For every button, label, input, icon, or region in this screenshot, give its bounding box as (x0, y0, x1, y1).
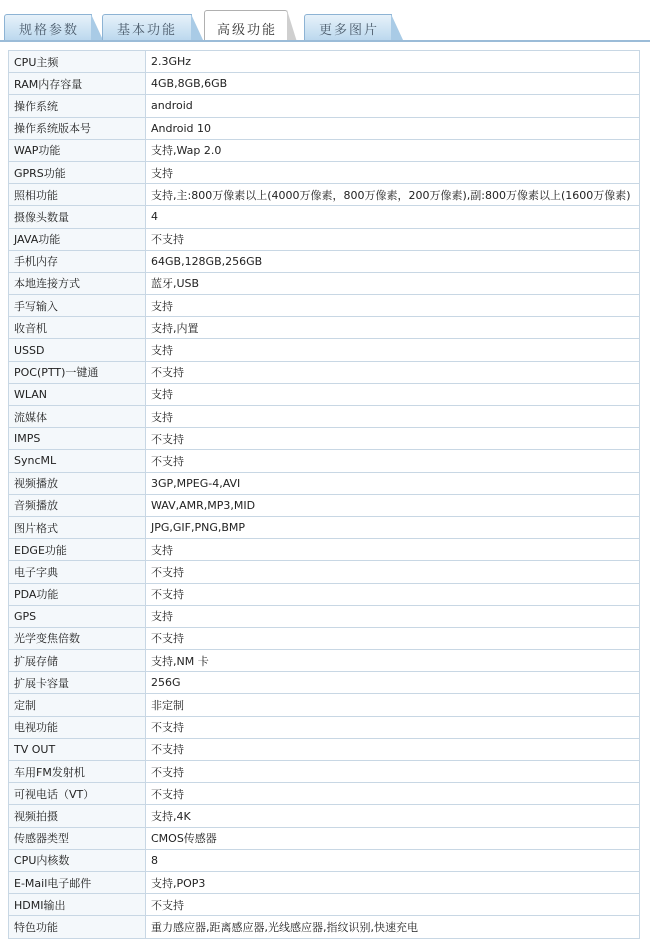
tab-more-images[interactable]: 更多图片 (304, 14, 392, 40)
spec-value: 不支持 (146, 361, 640, 383)
spec-value: 不支持 (146, 627, 640, 649)
spec-value: 支持 (146, 295, 640, 317)
spec-value: 重力感应器,距离感应器,光线感应器,指纹识别,快速充电 (146, 916, 640, 938)
spec-value: 不支持 (146, 738, 640, 760)
spec-key: 特色功能 (9, 916, 146, 938)
spec-value: 支持 (146, 406, 640, 428)
tab-basic-functions[interactable]: 基本功能 (102, 14, 192, 40)
spec-row (9, 827, 640, 849)
spec-value: 蓝牙,USB (146, 272, 640, 294)
spec-key: 扩展存储 (9, 650, 146, 672)
spec-row (9, 206, 640, 228)
spec-value: 支持,POP3 (146, 871, 640, 893)
spec-value: 支持,NM 卡 (146, 650, 640, 672)
spec-row (9, 494, 640, 516)
spec-row (9, 849, 640, 871)
spec-row (9, 650, 640, 672)
spec-key: 收音机 (9, 317, 146, 339)
spec-value: 支持,内置 (146, 317, 640, 339)
spec-row (9, 95, 640, 117)
spec-key: TV OUT (9, 738, 146, 760)
spec-value: 2.3GHz (146, 51, 640, 73)
spec-value: 不支持 (146, 761, 640, 783)
spec-row (9, 672, 640, 694)
spec-value: android (146, 95, 640, 117)
spec-row (9, 383, 640, 405)
spec-row (9, 51, 640, 73)
spec-value: WAV,AMR,MP3,MID (146, 494, 640, 516)
spec-key: RAM内存容量 (9, 73, 146, 95)
spec-key: 手写输入 (9, 295, 146, 317)
spec-value: 不支持 (146, 583, 640, 605)
spec-value: 不支持 (146, 428, 640, 450)
spec-key: 操作系统版本号 (9, 117, 146, 139)
spec-value: 支持,Wap 2.0 (146, 139, 640, 161)
spec-row (9, 250, 640, 272)
spec-row (9, 472, 640, 494)
spec-key: SyncML (9, 450, 146, 472)
spec-key: 扩展卡容量 (9, 672, 146, 694)
spec-row (9, 161, 640, 183)
spec-value: 不支持 (146, 894, 640, 916)
spec-row (9, 561, 640, 583)
spec-key: 流媒体 (9, 406, 146, 428)
spec-row (9, 871, 640, 893)
spec-value: 支持 (146, 605, 640, 627)
spec-row (9, 295, 640, 317)
spec-value: 非定制 (146, 694, 640, 716)
spec-row (9, 716, 640, 738)
spec-row (9, 184, 640, 206)
spec-row (9, 805, 640, 827)
tab-advanced-functions[interactable]: 高级功能 (204, 10, 288, 42)
spec-value: 支持 (146, 383, 640, 405)
spec-row (9, 339, 640, 361)
spec-value: 支持 (146, 539, 640, 561)
spec-key: 视频拍摄 (9, 805, 146, 827)
spec-value: 8 (146, 849, 640, 871)
spec-table-body (9, 51, 640, 939)
spec-key: PDA功能 (9, 583, 146, 605)
spec-value: 4 (146, 206, 640, 228)
spec-key: 可视电话（VT） (9, 783, 146, 805)
spec-row (9, 450, 640, 472)
spec-row (9, 894, 640, 916)
spec-row (9, 738, 640, 760)
spec-value: Android 10 (146, 117, 640, 139)
spec-key: 手机内存 (9, 250, 146, 272)
spec-key: E-Mail电子邮件 (9, 871, 146, 893)
spec-row (9, 694, 640, 716)
spec-row (9, 516, 640, 538)
spec-key: 电视功能 (9, 716, 146, 738)
spec-value: 支持,4K (146, 805, 640, 827)
spec-row (9, 317, 640, 339)
spec-value: 不支持 (146, 228, 640, 250)
spec-value: 不支持 (146, 450, 640, 472)
spec-value: 支持 (146, 339, 640, 361)
spec-key: WLAN (9, 383, 146, 405)
spec-key: EDGE功能 (9, 539, 146, 561)
spec-row (9, 627, 640, 649)
spec-value: 不支持 (146, 783, 640, 805)
spec-value: 256G (146, 672, 640, 694)
spec-row (9, 228, 640, 250)
spec-key: GPS (9, 605, 146, 627)
spec-key: 音频播放 (9, 494, 146, 516)
spec-row (9, 428, 640, 450)
spec-row (9, 73, 640, 95)
spec-table (8, 50, 640, 939)
spec-row (9, 272, 640, 294)
spec-row (9, 605, 640, 627)
spec-key: 摄像头数量 (9, 206, 146, 228)
spec-row (9, 916, 640, 938)
tab-divider (0, 40, 650, 42)
spec-key: 视频播放 (9, 472, 146, 494)
spec-value: 支持,主:800万像素以上(4000万像素，800万像素，200万像素),副:800万像素以上(1600万像素) (146, 184, 640, 206)
spec-key: 传感器类型 (9, 827, 146, 849)
spec-key: 车用FM发射机 (9, 761, 146, 783)
spec-row (9, 361, 640, 383)
tab-specs[interactable]: 规格参数 (4, 14, 92, 40)
spec-value: 3GP,MPEG-4,AVI (146, 472, 640, 494)
spec-value: JPG,GIF,PNG,BMP (146, 516, 640, 538)
spec-value: 64GB,128GB,256GB (146, 250, 640, 272)
spec-key: 照相功能 (9, 184, 146, 206)
spec-row (9, 406, 640, 428)
spec-key: 定制 (9, 694, 146, 716)
spec-key: IMPS (9, 428, 146, 450)
spec-key: JAVA功能 (9, 228, 146, 250)
tab-bar (0, 0, 650, 42)
spec-key: 图片格式 (9, 516, 146, 538)
spec-key: GPRS功能 (9, 161, 146, 183)
spec-value: 4GB,8GB,6GB (146, 73, 640, 95)
spec-row (9, 583, 640, 605)
spec-key: POC(PTT)一键通 (9, 361, 146, 383)
spec-row (9, 539, 640, 561)
spec-key: WAP功能 (9, 139, 146, 161)
spec-key: CPU主频 (9, 51, 146, 73)
spec-key: 操作系统 (9, 95, 146, 117)
spec-row (9, 117, 640, 139)
spec-key: CPU内核数 (9, 849, 146, 871)
spec-key: USSD (9, 339, 146, 361)
spec-key: HDMI输出 (9, 894, 146, 916)
spec-value: 不支持 (146, 561, 640, 583)
spec-row (9, 761, 640, 783)
spec-key: 电子字典 (9, 561, 146, 583)
spec-value: 不支持 (146, 716, 640, 738)
spec-value: CMOS传感器 (146, 827, 640, 849)
spec-row (9, 139, 640, 161)
spec-row (9, 783, 640, 805)
spec-key: 光学变焦倍数 (9, 627, 146, 649)
spec-value: 支持 (146, 161, 640, 183)
spec-key: 本地连接方式 (9, 272, 146, 294)
